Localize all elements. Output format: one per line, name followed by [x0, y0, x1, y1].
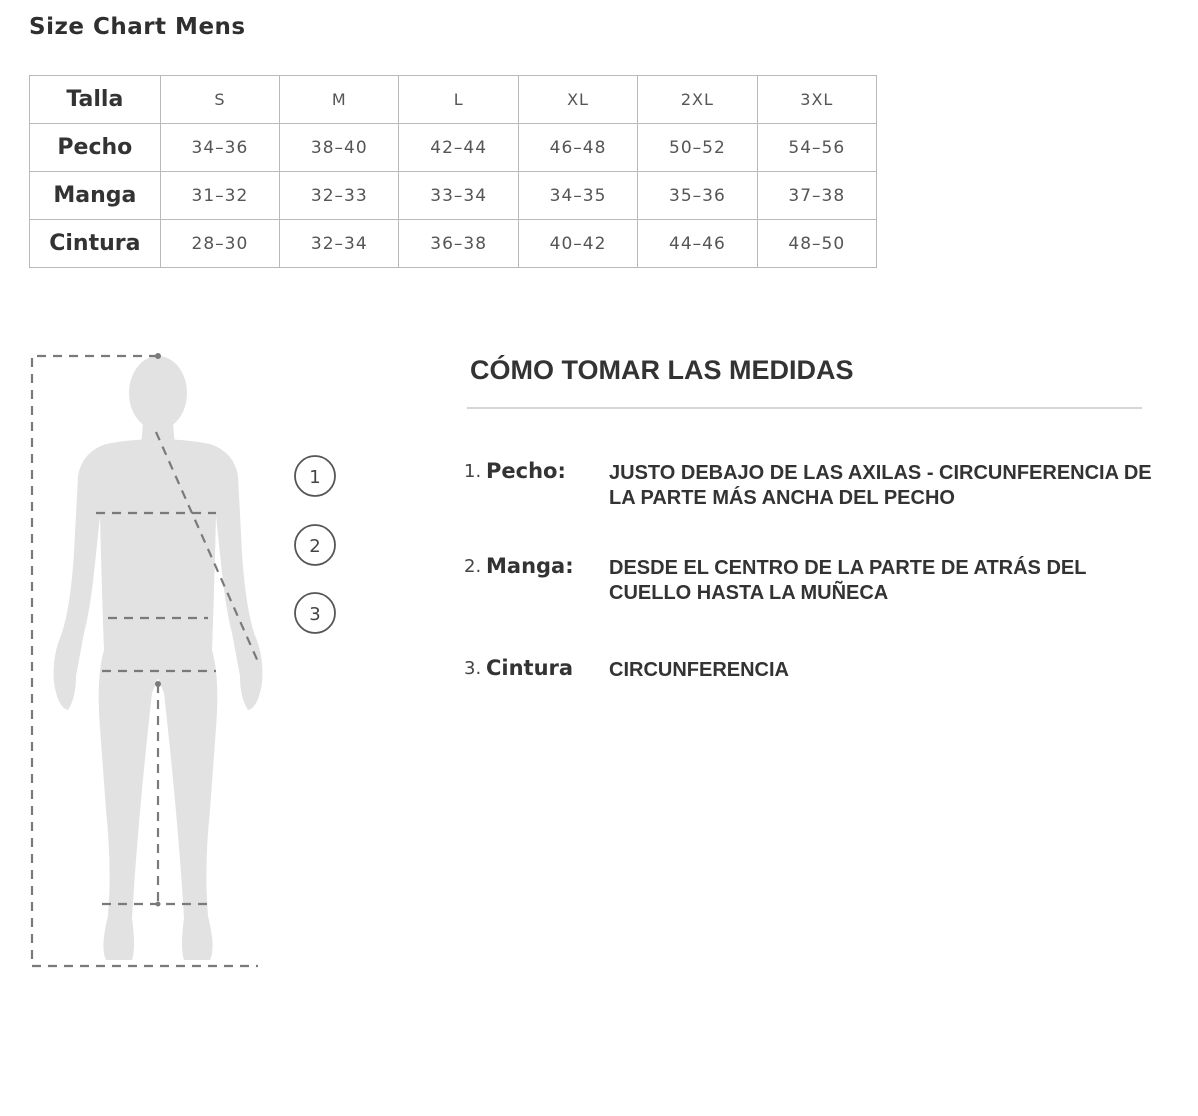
table-row — [30, 124, 877, 172]
size-header: 3XL — [757, 76, 876, 124]
table-cell: 38–40 — [280, 124, 399, 172]
human-silhouette — [54, 356, 263, 960]
table-row — [30, 220, 877, 268]
table-cell: 37–38 — [757, 172, 876, 220]
table-cell: 46–48 — [518, 124, 637, 172]
table-header-row — [30, 76, 877, 124]
size-chart-table — [29, 75, 877, 268]
svg-text:3: 3 — [309, 604, 321, 625]
size-header: XL — [518, 76, 637, 124]
table-cell: 54–56 — [757, 124, 876, 172]
body-measurement-figure — [26, 348, 376, 978]
table-cell: 36–38 — [399, 220, 518, 268]
step-description: DESDE EL CENTRO DE LA PARTE DE ATRÁS DEL CUELLO HASTA LA MUÑECA — [609, 557, 1087, 604]
marker-3 — [295, 593, 335, 633]
table-cell: 42–44 — [399, 124, 518, 172]
header-label: Talla — [30, 76, 161, 124]
size-header: M — [280, 76, 399, 124]
table-cell: 40–42 — [518, 220, 637, 268]
table-cell: 32–34 — [280, 220, 399, 268]
svg-text:1: 1 — [309, 467, 321, 488]
step-number: 2. — [464, 556, 482, 577]
size-header: L — [399, 76, 518, 124]
step-name: Pecho: — [486, 459, 566, 483]
table-cell: 32–33 — [280, 172, 399, 220]
step-description: JUSTO DEBAJO DE LAS AXILAS - CIRCUNFERENCIA DE LA PARTE MÁS ANCHA DEL PECHO — [609, 462, 1152, 509]
step-number: 3. — [464, 658, 482, 679]
page-title: Size Chart Mens — [29, 14, 246, 40]
size-header: 2XL — [638, 76, 757, 124]
table-row — [30, 172, 877, 220]
step-description: CIRCUNFERENCIA — [609, 659, 789, 681]
marker-1 — [295, 456, 335, 496]
how-to-measure-title: CÓMO TOMAR LAS MEDIDAS — [470, 355, 854, 385]
marker-2 — [295, 525, 335, 565]
table-cell: 33–34 — [399, 172, 518, 220]
size-header: S — [160, 76, 279, 124]
table-cell: 34–35 — [518, 172, 637, 220]
table-cell: 48–50 — [757, 220, 876, 268]
table-cell: 28–30 — [160, 220, 279, 268]
table-cell: 34–36 — [160, 124, 279, 172]
table-cell: 50–52 — [638, 124, 757, 172]
row-label: Manga — [30, 172, 161, 220]
table-cell: 31–32 — [160, 172, 279, 220]
table-cell: 44–46 — [638, 220, 757, 268]
svg-text:2: 2 — [309, 536, 321, 557]
step-number: 1. — [464, 461, 482, 482]
table-cell: 35–36 — [638, 172, 757, 220]
row-label: Cintura — [30, 220, 161, 268]
step-name: Cintura — [486, 656, 574, 680]
step-name: Manga: — [486, 554, 574, 578]
divider — [467, 407, 1142, 409]
row-label: Pecho — [30, 124, 161, 172]
